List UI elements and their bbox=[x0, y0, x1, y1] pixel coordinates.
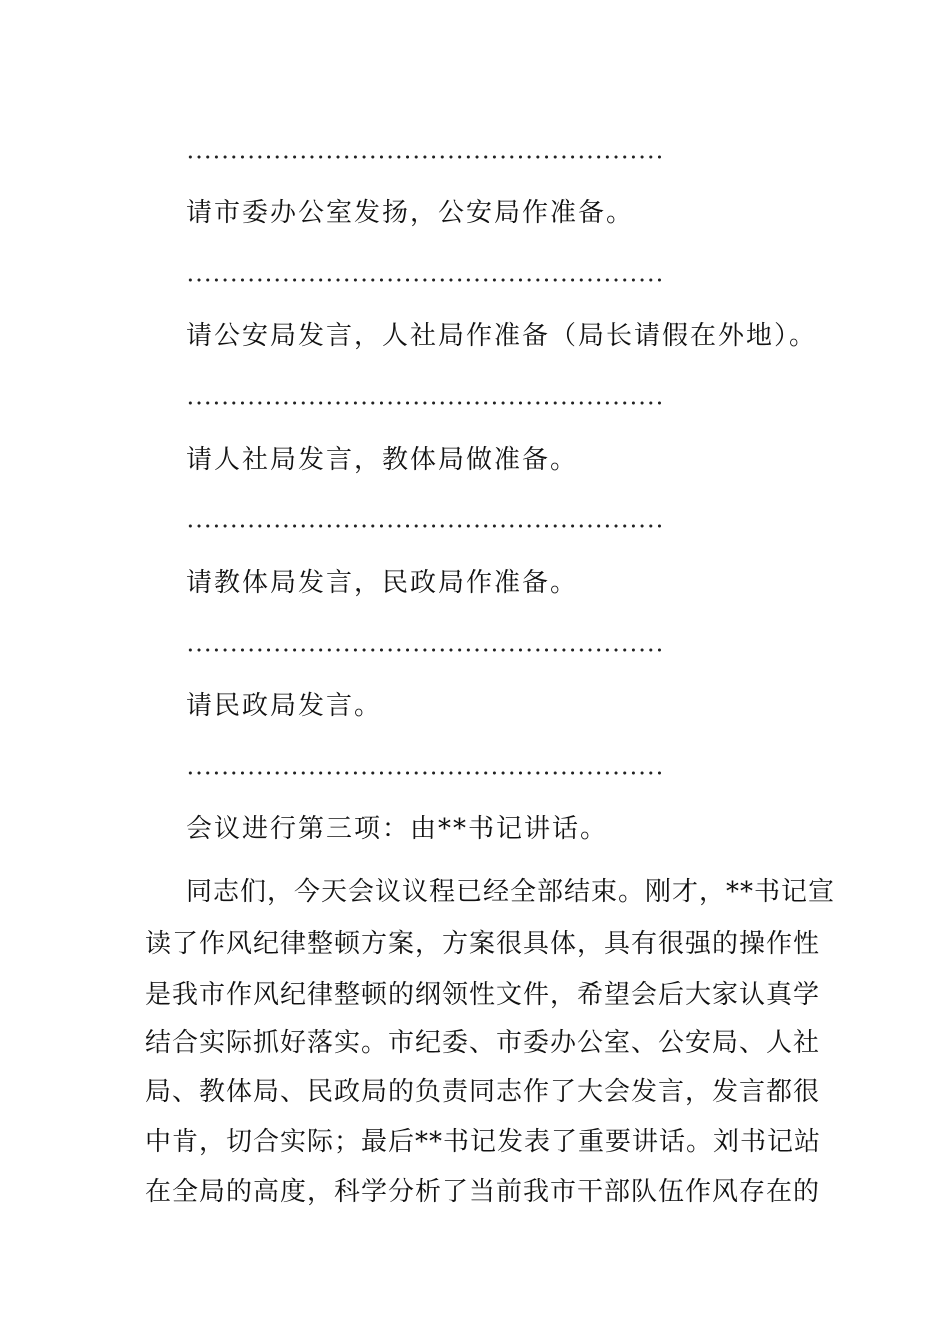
paragraph-line: 同志们，今天会议议程已经全部结束。刚才，**书记宣 bbox=[186, 877, 836, 907]
speaker-line: 请人社局发言，教体局做准备。 bbox=[186, 445, 579, 475]
ellipsis-separator bbox=[186, 768, 666, 778]
speaker-line: 请民政局发言。 bbox=[186, 691, 383, 721]
paragraph-line: 局、教体局、民政局的负责同志作了大会发言，发言都很 bbox=[145, 1077, 821, 1107]
agenda-item: 会议进行第三项：由**书记讲话。 bbox=[186, 814, 609, 844]
speaker-line: 请教体局发言，民政局作准备。 bbox=[186, 568, 579, 598]
ellipsis-separator bbox=[186, 521, 666, 531]
paragraph-line: 读了作风纪律整顿方案，方案很具体，具有很强的操作性 bbox=[145, 929, 821, 959]
paragraph-line: 中肯，切合实际；最后**书记发表了重要讲话。刘书记站 bbox=[145, 1127, 822, 1157]
paragraph-line: 在全局的高度，科学分析了当前我市干部队伍作风存在的 bbox=[145, 1177, 821, 1207]
ellipsis-separator bbox=[186, 152, 666, 162]
speaker-line: 请市委办公室发扬，公安局作准备。 bbox=[186, 198, 635, 228]
ellipsis-separator bbox=[186, 645, 666, 655]
paragraph-line: 是我市作风纪律整顿的纲领性文件，希望会后大家认真学 bbox=[145, 980, 821, 1010]
paragraph-line: 结合实际抓好落实。市纪委、市委办公室、公安局、人社 bbox=[145, 1028, 821, 1058]
ellipsis-separator bbox=[186, 398, 666, 408]
ellipsis-separator bbox=[186, 275, 666, 285]
speaker-line: 请公安局发言，人社局作准备（局长请假在外地）。 bbox=[186, 321, 818, 351]
